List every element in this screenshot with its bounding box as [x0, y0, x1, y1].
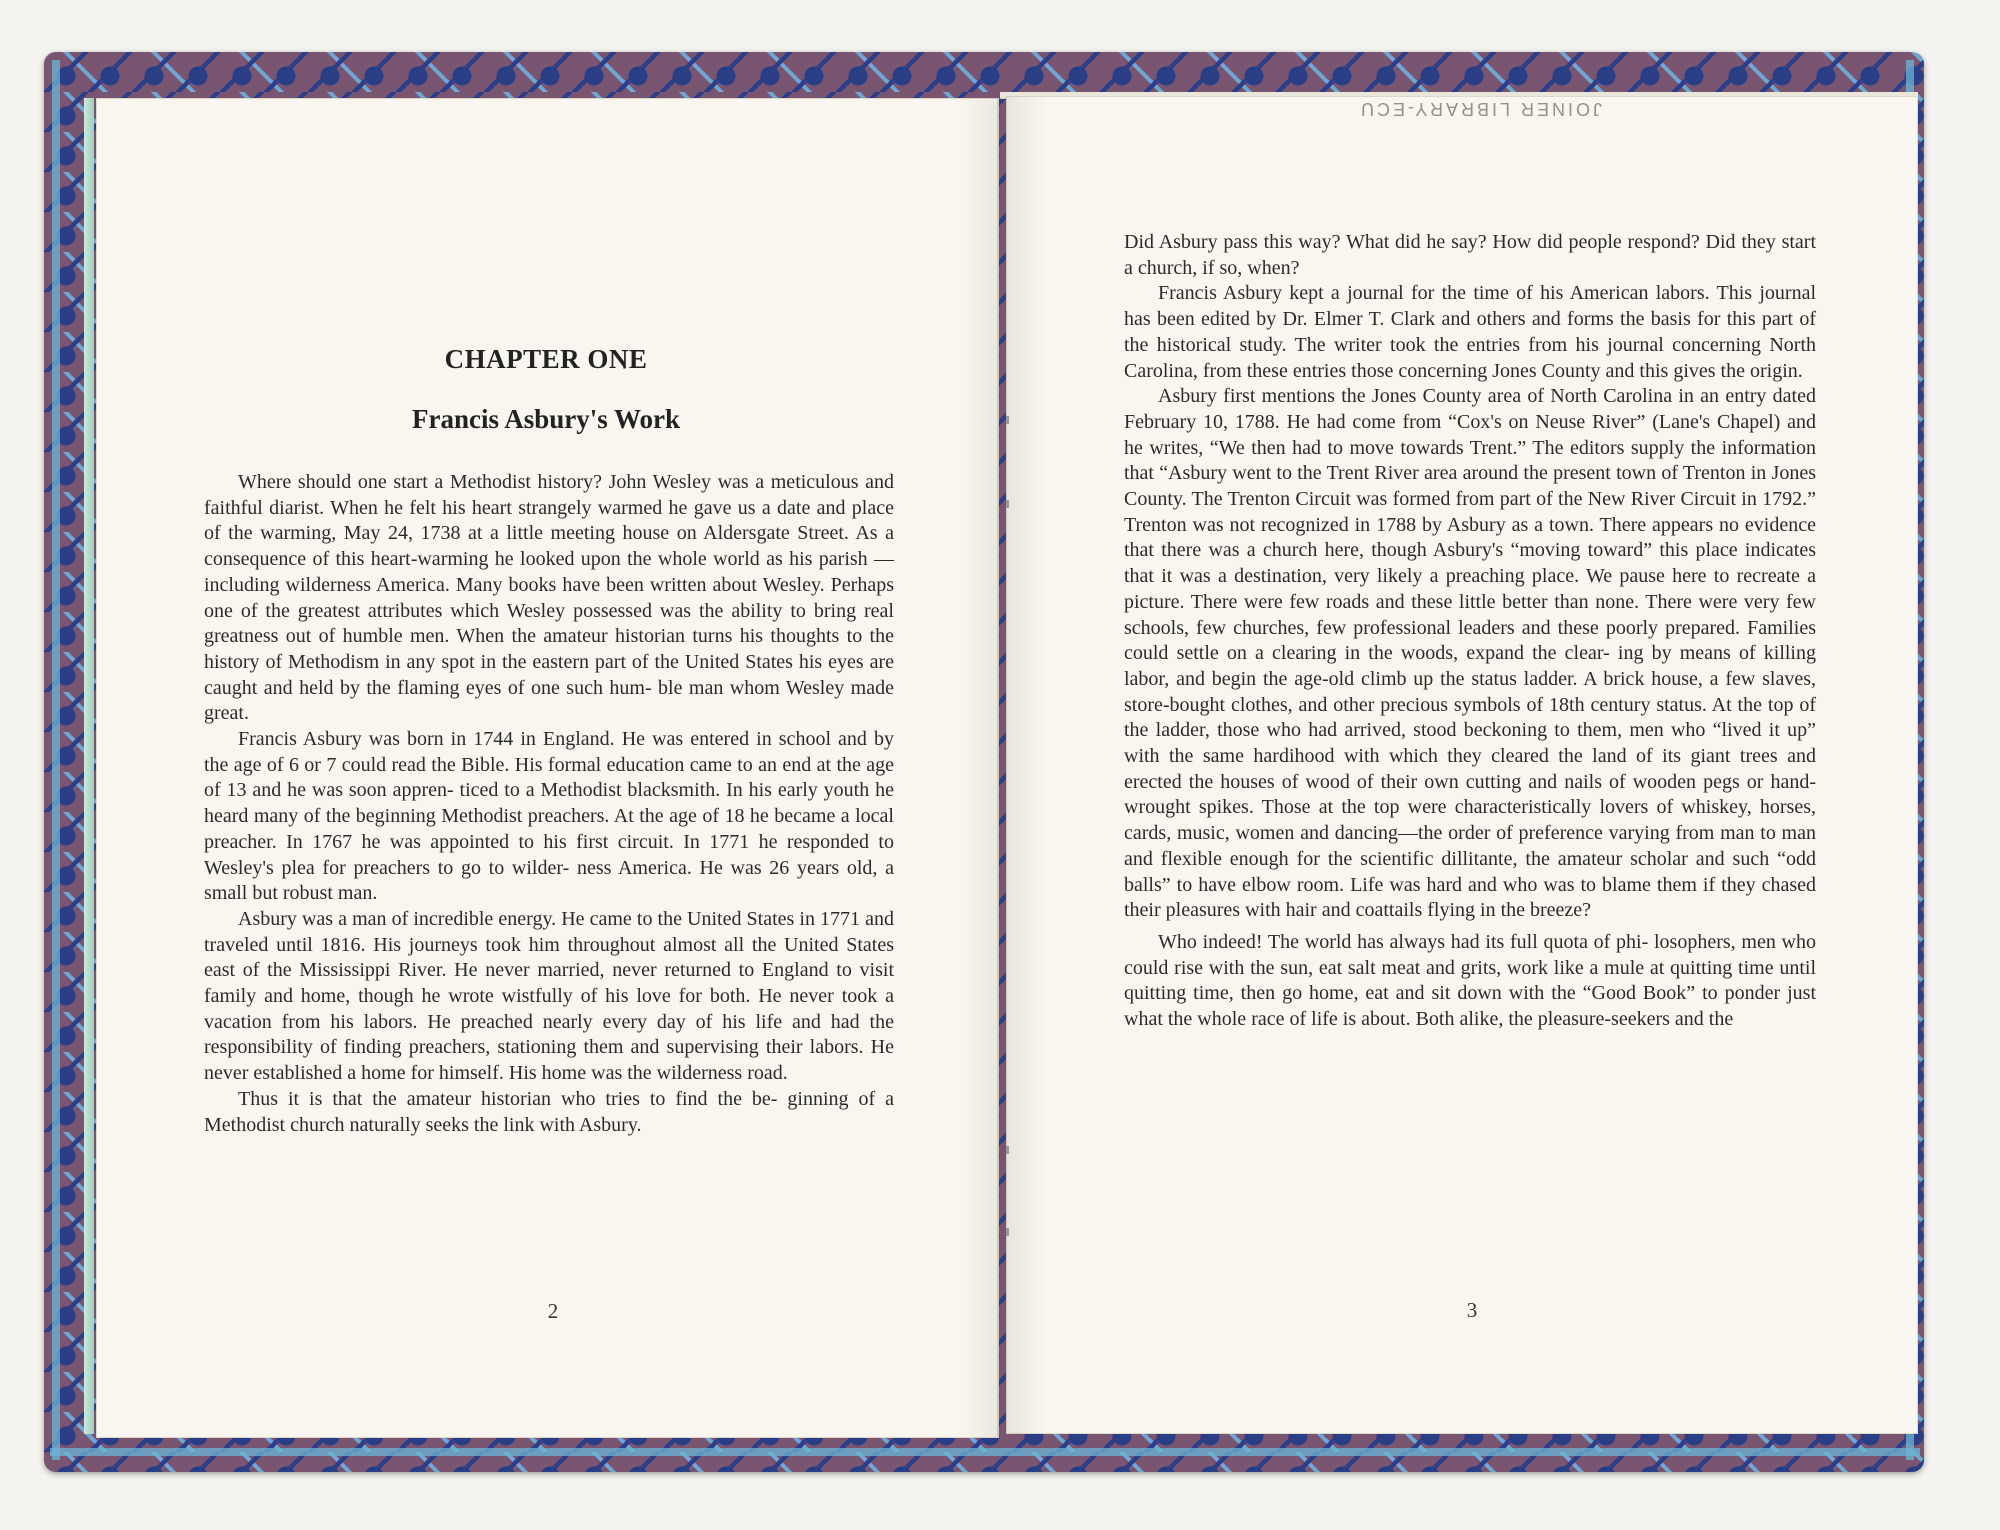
- paragraph: Did Asbury pass this way? What did he say? How did people respond? Did they start a church, if so, when?: [1124, 231, 1816, 279]
- paragraph: Francis Asbury was born in 1744 in England. He was entered in school and by the age of 6 or 7 could read the Bible. His formal education came to an end at the age of 13 and he was soon appren- ticed to a Methodist blacksmith. In his early youth he heard many of the beginning Methodist preachers. At the age of 18 he became a local preacher. In 1767 he was appointed to his first circuit. In 1771 he responded to Wesley's plea for preachers to go to wilder- ness America. He was 26 years old, a small but robust man.: [204, 728, 894, 905]
- paragraph: Where should one start a Methodist history? John Wesley was a meticulous and faithful diarist. When he felt his heart strangely warmed he gave us a date and place of the warming, May 24, 1738 at a little meeting house on Aldersgate Street. As a consequence of this heart-warming he looked upon the whole world as his parish —including wilderness America. Many books have been written about Wesley. Perhaps one of the greatest attributes which Wesley possessed was the ability to bring real greatness out of humble men. When the amateur historian turns his thoughts to the history of Methodism in any spot in the eastern part of the United States his eyes are caught and held by the flaming eyes of one such hum- ble man whom Wesley made great.: [204, 471, 894, 725]
- chapter-number: CHAPTER ONE: [444, 344, 648, 374]
- paragraph: Who indeed! The world has always had its full quota of phi- losophers, men who could rise with the sun, eat salt meat and grits, work like a mule at quitting time until quitting time, then go home, eat and sit down with the “Good Book” to ponder just what the whole race of life is about. Both alike, the pleasure-seekers and the: [1124, 930, 1816, 1031]
- paragraph: Thus it is that the amateur historian who tries to find the be- ginning of a Methodist church naturally seeks the link with Asbury.: [204, 1087, 894, 1136]
- page-edge-green: [84, 98, 94, 1434]
- chapter-title: Francis Asbury's Work: [411, 404, 681, 434]
- library-stamp: JOINER LIBRARY-ECU: [1357, 99, 1603, 119]
- page-number: 2: [547, 1299, 559, 1323]
- cover-strip-bottom: [50, 1448, 1920, 1456]
- page-number: 3: [1466, 1298, 1478, 1322]
- binding-stitch: [1006, 500, 1009, 508]
- right-page-body: [1124, 230, 1816, 1033]
- paragraph: Francis Asbury kept a journal for the time of his American labors. This journal has been edited by Dr. Elmer T. Clark and others and forms the basis for this part of the historical study. The writer took the entries from his journal concerning North Carolina, from these entries those concerning Jones County and this gives the origin.: [1124, 282, 1816, 382]
- left-page-body: [204, 470, 894, 1138]
- binding-stitch: [1006, 1228, 1009, 1236]
- left-page: [96, 98, 999, 1438]
- cover-strip-left: [52, 60, 60, 1460]
- paragraph: Asbury first mentions the Jones County area of North Carolina in an entry dated February 10, 1788. He had come from “Cox's on Neuse River” (Lane's Chapel) and he writes, “We then had to move towards Trent.” The editors supply the information that “Asbury went to the Trent River area around the present town of Trenton in Jones County. The Trenton Circuit was formed from part of the New River Circuit in 1792.” Trenton was not recognized in 1788 by Asbury as a town. There appears no evidence that there was a church here, though Asbury's “moving toward” this place indicates that it was a destination, very likely a preaching place. We pause here to recreate a picture. There were few roads and these little better than none. There were very few schools, few churches, few professional leaders and these poorly prepared. Families could settle on a clearing in the woods, expand the clear- ing by means of killing labor, and begin the age-old climb up the status ladder. A brick house, a few slaves, store-bought clothes, and other precious symbols of 18th century status. At the top of the ladder, those who had arrived, stood beckoning to them, men who “lived it up” with the same hardihood with which they cleared the land of its giant trees and erected the houses of wood of their own cutting and nails of wooden pegs or hand-wrought spikes. Those at the top were characteristically lovers of whiskey, horses, cards, music, women and dancing—the order of preference varying from man to man and flexible enough for the scientific dillitante, the amateur scholar and such “odd balls” to have elbow room. Life was hard and who was to blame them if they chased their pleasures with hair and coattails flying in the breeze?: [1124, 385, 1816, 922]
- binding-stitch: [1006, 1146, 1009, 1154]
- binding-stitch: [1006, 416, 1009, 424]
- right-page: [1006, 96, 1918, 1434]
- paragraph: Asbury was a man of incredible energy. He came to the United States in 1771 and traveled until 1816. His journeys took him throughout almost all the United States east of the Mississippi River. He never married, never returned to England to visit family and home, though he wrote wistfully of his love for both. He never took a vacation from his labors. He preached nearly every day of his life and had the responsibility of finding preachers, stationing them and supervising their labors. He never established a home for himself. His home was the wilderness road.: [204, 907, 894, 1085]
